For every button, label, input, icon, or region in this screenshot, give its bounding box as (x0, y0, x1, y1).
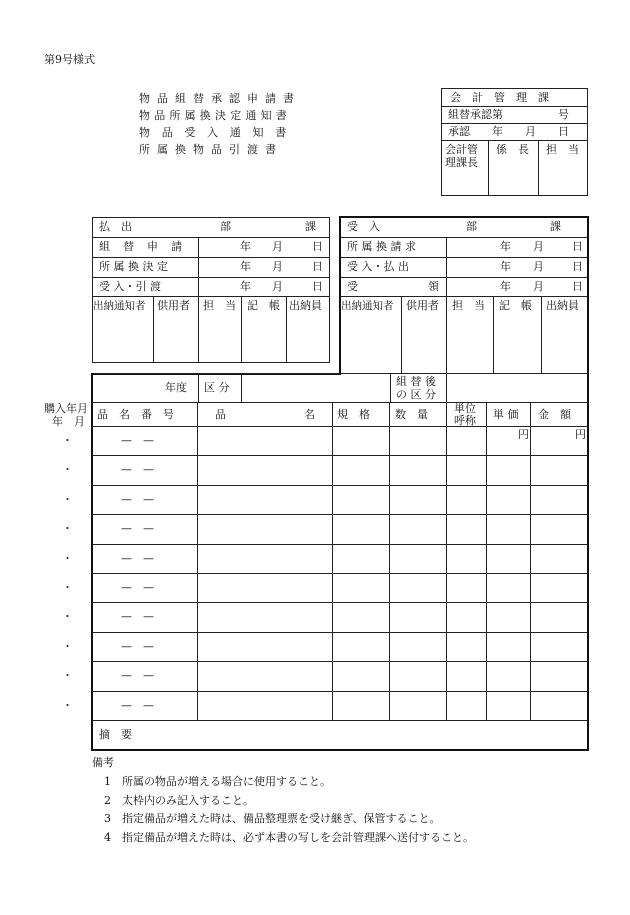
purchase-date-dot: ・ (62, 463, 73, 476)
col-unit-price: 単 価 (493, 408, 519, 421)
date-day: 日 (572, 260, 583, 273)
approval-seal-staff: 担 当 (546, 143, 579, 156)
approval-number-line: 組替承認第 号 (448, 108, 569, 121)
purchase-date-dot: ・ (62, 522, 73, 535)
date-day: 日 (312, 280, 323, 293)
row-receive-payout: 受 入・払 出 (347, 260, 409, 273)
note-4: 4 指定備品が増えた時は、必ず本書の写しを会計管理課へ送付すること。 (104, 831, 474, 844)
receive-label: 受 入 (347, 220, 380, 233)
category-label: 区 分 (204, 381, 230, 394)
col-unit-2: 呼称 (454, 414, 476, 427)
item-number-dash: — — (121, 552, 154, 565)
item-number-dash: — — (121, 699, 154, 712)
purchase-date-dot: ・ (62, 493, 73, 506)
approval-header: 会 計 管 理 課 (450, 91, 549, 104)
purchase-date-dot: ・ (62, 552, 73, 565)
date-day: 日 (312, 240, 323, 253)
title-4: 所属換物品引渡書 (139, 143, 283, 156)
seal-notifier: 出納通知者 (341, 300, 394, 312)
seal-user: 供用者 (406, 299, 439, 312)
date-year: 年 (500, 240, 511, 253)
col-spec: 規 格 (337, 408, 370, 421)
date-day: 日 (312, 260, 323, 273)
payout-dept: 部 (220, 220, 231, 233)
col-item-number: 品 名 番 号 (97, 408, 174, 421)
col-amount: 金 額 (538, 408, 571, 421)
purchase-date-dot: ・ (62, 610, 73, 623)
date-month: 月 (533, 280, 544, 293)
purchase-date-dot: ・ (62, 669, 73, 682)
date-year: 年 (500, 260, 511, 273)
fiscal-year-label: 年度 (165, 381, 187, 394)
date-year: 年 (240, 260, 251, 273)
item-number-dash: — — (121, 610, 154, 623)
date-month: 月 (533, 240, 544, 253)
date-year: 年 (240, 240, 251, 253)
date-year: 年 (500, 280, 511, 293)
form-number: 第9号様式 (44, 53, 95, 66)
approval-seal-chief: 係 長 (496, 143, 529, 156)
col-item-name-b: 名 (304, 408, 315, 421)
payout-label: 払 出 (99, 220, 132, 233)
unit-price-yen: 円 (518, 428, 529, 441)
date-month: 月 (533, 260, 544, 273)
col-item-name-a: 品 (215, 408, 226, 421)
seal-user: 供用者 (157, 299, 190, 312)
date-month: 月 (272, 260, 283, 273)
amount-yen: 円 (575, 428, 586, 441)
date-month: 月 (272, 240, 283, 253)
col-quantity: 数 量 (395, 408, 428, 421)
title-1: 物品組替承認申請書 (139, 92, 301, 105)
seal-ledger: 記 帳 (499, 299, 532, 312)
seal-cashier: 出納員 (289, 299, 322, 312)
item-number-dash: — — (121, 493, 154, 506)
row-transfer-decision: 所 属 換 決 定 (99, 260, 168, 273)
purchase-date-label: 購入年月 (44, 402, 88, 415)
date-year: 年 (240, 280, 251, 293)
note-1: 1 所属の物品が増える場合に使用すること。 (104, 775, 331, 788)
col-unit: 単位 (454, 402, 476, 415)
date-day: 日 (572, 240, 583, 253)
row-receive-deliver: 受 入・引 渡 (99, 280, 161, 293)
purchase-date-dot: ・ (62, 581, 73, 594)
receive-dept: 部 (466, 220, 477, 233)
note-2: 2 太枠内のみ記入すること。 (104, 794, 254, 807)
seal-staff: 担 当 (203, 299, 236, 312)
seal-notifier: 出納通知者 (93, 300, 146, 312)
note-3: 3 指定備品が増えた時は、備品整理票を受け継ぎ、保管すること。 (104, 812, 441, 825)
receive-section: 課 (550, 220, 561, 233)
title-3: 物品受入通知書 (139, 126, 298, 139)
item-number-dash: — — (121, 434, 154, 447)
title-2: 物品所属換決定通知書 (139, 109, 291, 122)
date-day: 日 (572, 280, 583, 293)
item-number-dash: — — (121, 522, 154, 535)
row-reassign-request: 組 替 申 請 (99, 240, 183, 253)
approval-box (441, 88, 588, 196)
item-number-dash: — — (121, 581, 154, 594)
approval-seal-manager: 会計管理課長 (445, 143, 478, 169)
row-receipt-a: 受 (347, 280, 358, 293)
seal-cashier: 出納員 (546, 299, 579, 312)
notes-title: 備考 (92, 756, 114, 769)
row-transfer-request: 所 属 換 請 求 (347, 240, 416, 253)
purchase-date-dot: ・ (62, 434, 73, 447)
after-reassign-label: 組 替 後 (396, 375, 436, 388)
remarks-label: 摘 要 (99, 728, 132, 741)
item-number-dash: — — (121, 640, 154, 653)
payout-section: 課 (305, 220, 316, 233)
date-month: 月 (272, 280, 283, 293)
approval-date-line: 承認 年 月 日 (448, 125, 569, 138)
item-number-dash: — — (121, 669, 154, 682)
purchase-date-dot: ・ (62, 699, 73, 712)
row-receipt-b: 領 (428, 280, 439, 293)
purchase-date-label-2: 年 月 (52, 415, 85, 428)
item-number-dash: — — (121, 463, 154, 476)
after-reassign-label-2: の 区 分 (396, 388, 436, 401)
seal-staff: 担 当 (452, 299, 485, 312)
seal-ledger: 記 帳 (247, 299, 280, 312)
purchase-date-dot: ・ (62, 640, 73, 653)
